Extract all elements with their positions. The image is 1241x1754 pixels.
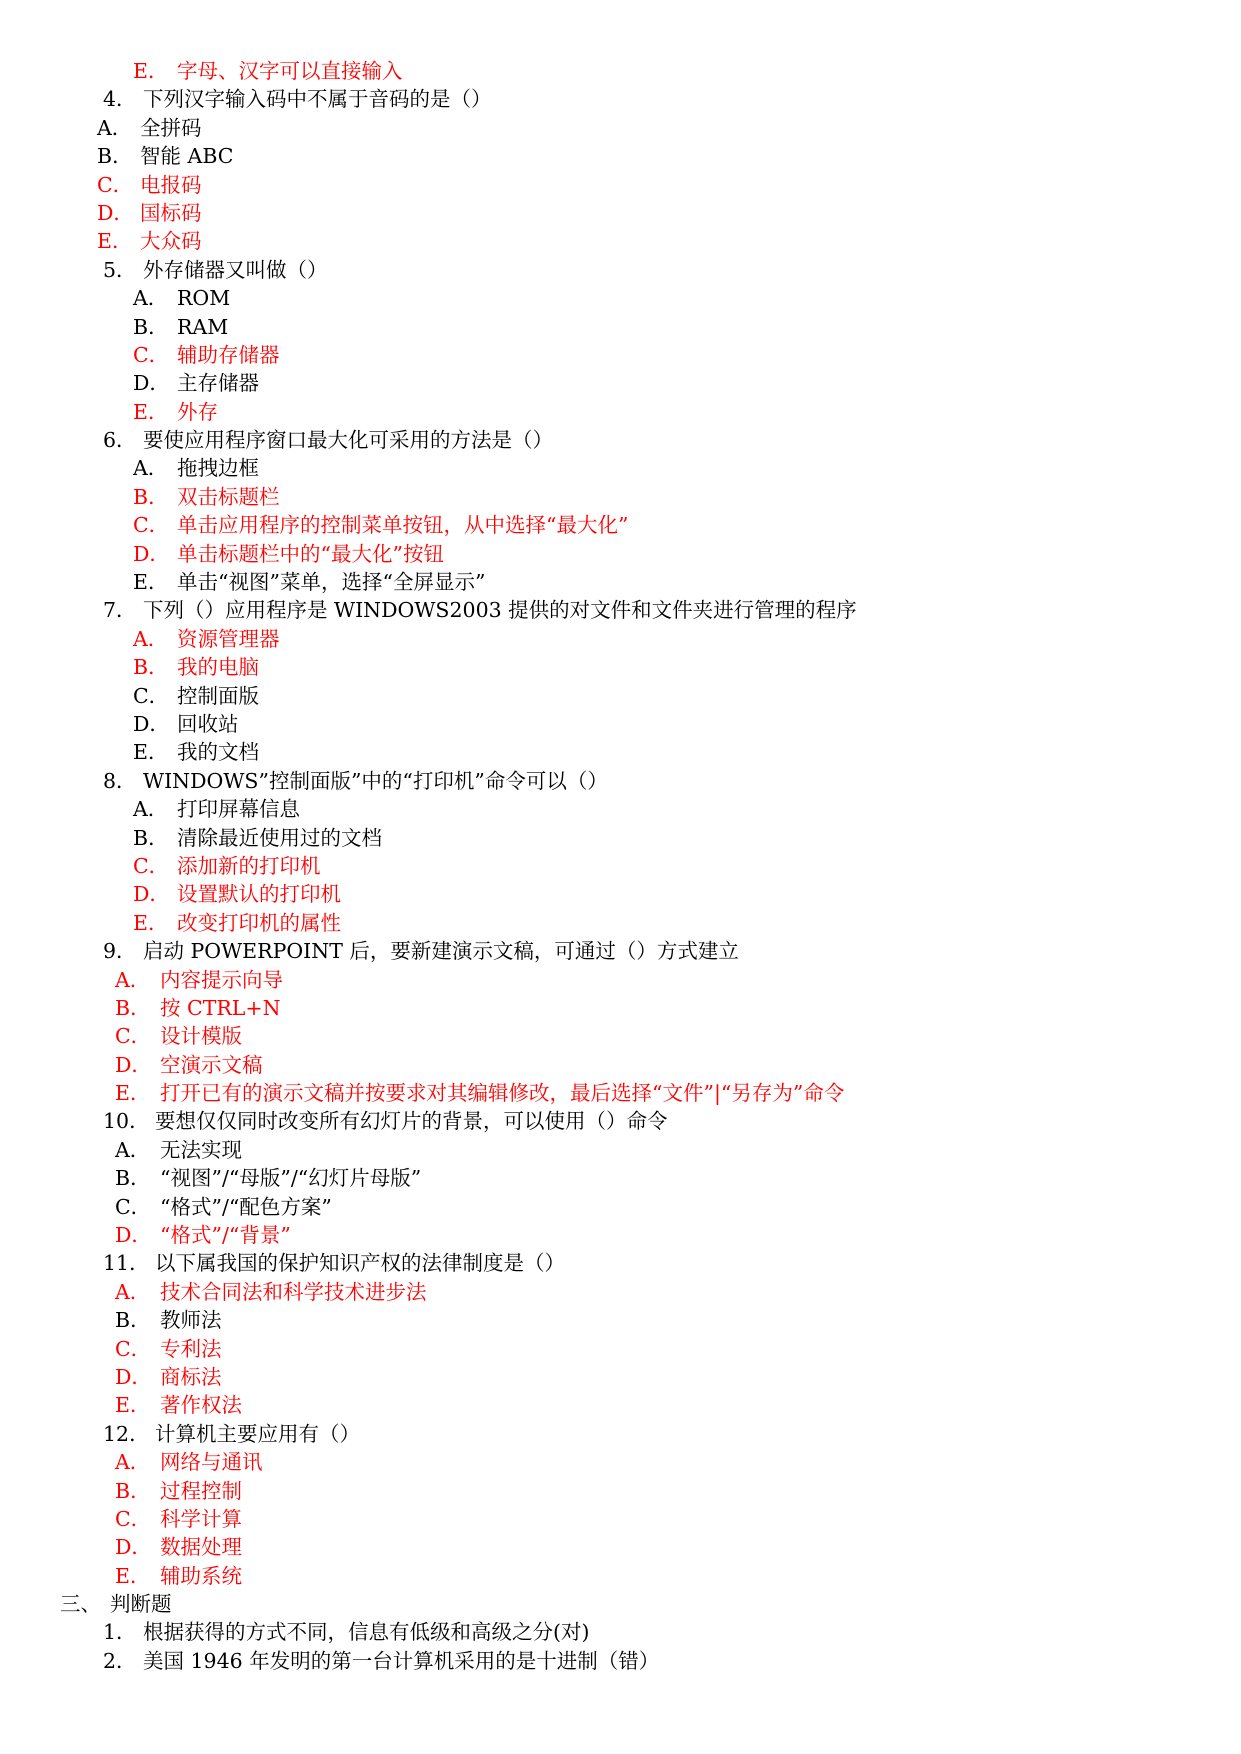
line-text: 单击应用程序的控制菜单按钮，从中选择“最大化”: [177, 513, 629, 538]
question-line: [0, 85, 1241, 113]
line-label: C．: [115, 1194, 152, 1219]
option-line: [0, 710, 1241, 738]
line-text: 资源管理器: [177, 626, 280, 651]
question-line: [0, 1647, 1241, 1675]
option-line: [0, 1164, 1241, 1192]
line-text: “视图”/“母版”/“幻灯片母版”: [160, 1166, 422, 1191]
line-label: 9．: [103, 939, 137, 964]
line-label: C．: [115, 1506, 152, 1531]
line-text: 下列汉字输入码中不属于音码的是（）: [143, 87, 492, 112]
option-line: [0, 1505, 1241, 1533]
option-line: [0, 682, 1241, 710]
option-line: [0, 1136, 1241, 1164]
line-label: 4．: [103, 87, 137, 112]
line-text: 字母、汉字可以直接输入: [177, 59, 403, 83]
line-label: A．: [115, 967, 151, 992]
line-label: D．: [97, 200, 134, 225]
option-line: [0, 1306, 1241, 1334]
line-label: 三、: [60, 1592, 101, 1617]
line-label: E．: [115, 1081, 151, 1106]
line-text: 技术合同法和科学技术进步法: [160, 1279, 427, 1304]
option-line: [0, 284, 1241, 312]
line-label: A．: [97, 115, 133, 140]
line-label: C．: [133, 853, 170, 878]
line-text: 美国 1946 年发明的第一台计算机采用的是十进制（错）: [143, 1648, 660, 1673]
document-page: [0, 57, 1241, 1675]
line-text: 启动 POWERPOINT 后，要新建演示文稿，可通过（）方式建立: [143, 939, 739, 964]
option-line: [0, 1278, 1241, 1306]
option-line: [0, 369, 1241, 397]
line-label: C．: [115, 1336, 152, 1361]
line-label: E．: [115, 1563, 151, 1588]
line-text: 电报码: [140, 172, 202, 197]
line-text: 辅助存储器: [177, 342, 280, 367]
line-label: 11．: [103, 1251, 150, 1276]
line-text: WINDOWS”控制面版”中的“打印机”命令可以（）: [143, 768, 608, 793]
line-text: 设置默认的打印机: [177, 882, 341, 907]
line-text: 判断题: [110, 1592, 172, 1617]
line-text: 国标码: [140, 200, 202, 225]
option-line: [0, 1221, 1241, 1249]
option-line: [0, 1022, 1241, 1050]
line-label: A．: [115, 1450, 151, 1475]
line-label: E．: [115, 1393, 151, 1418]
line-label: 2．: [103, 1648, 137, 1673]
line-label: E．: [133, 740, 169, 765]
line-label: 7．: [103, 598, 137, 623]
option-line: [0, 483, 1241, 511]
line-label: B．: [115, 995, 151, 1020]
line-label: C．: [133, 342, 170, 367]
option-line: [0, 1477, 1241, 1505]
option-line: [0, 454, 1241, 482]
line-text: 教师法: [160, 1308, 222, 1333]
line-label: 8．: [103, 768, 137, 793]
line-label: C．: [97, 172, 134, 197]
line-label: A．: [115, 1279, 151, 1304]
question-line: [0, 937, 1241, 965]
line-text: 内容提示向导: [160, 967, 283, 992]
line-label: 12．: [103, 1421, 150, 1446]
option-line: [0, 142, 1241, 170]
line-text: 我的电脑: [177, 655, 259, 680]
option-line: [0, 1363, 1241, 1391]
line-label: D．: [133, 711, 170, 736]
line-label: B．: [115, 1308, 151, 1333]
line-label: B．: [133, 655, 169, 680]
line-label: E．: [133, 59, 169, 83]
line-label: E．: [97, 229, 133, 254]
option-line: [0, 994, 1241, 1022]
option-line: [0, 966, 1241, 994]
option-line: [0, 171, 1241, 199]
line-text: 拖拽边框: [177, 456, 259, 481]
question-line: [0, 767, 1241, 795]
option-line: [0, 57, 1241, 85]
option-line: [0, 1335, 1241, 1363]
question-line: [0, 426, 1241, 454]
question-line: [0, 1249, 1241, 1277]
line-text: 下列（）应用程序是 WINDOWS2003 提供的对文件和文件夹进行管理的程序: [143, 598, 857, 623]
option-line: [0, 199, 1241, 227]
line-text: 计算机主要应用有（）: [155, 1421, 360, 1446]
option-line: [0, 568, 1241, 596]
line-text: “格式”/“背景”: [160, 1223, 291, 1248]
line-label: B．: [97, 144, 133, 169]
line-label: 10．: [103, 1109, 150, 1134]
line-text: 专利法: [160, 1336, 222, 1361]
question-line: [0, 1618, 1241, 1646]
line-text: 双击标题栏: [177, 484, 280, 509]
question-line: [0, 596, 1241, 624]
line-label: C．: [115, 1024, 152, 1049]
question-line: [0, 1107, 1241, 1135]
line-text: 控制面版: [177, 683, 259, 708]
option-line: [0, 824, 1241, 852]
line-text: 智能 ABC: [140, 144, 234, 169]
line-text: ROM: [177, 286, 231, 311]
line-text: 主存储器: [177, 371, 259, 396]
line-label: C．: [133, 513, 170, 538]
line-text: 打印屏幕信息: [177, 797, 300, 822]
option-line: [0, 313, 1241, 341]
line-text: 改变打印机的属性: [177, 910, 341, 935]
option-line: [0, 738, 1241, 766]
line-text: 以下属我国的保护知识产权的法律制度是（）: [155, 1251, 565, 1276]
line-label: D．: [115, 1052, 152, 1077]
line-label: D．: [133, 882, 170, 907]
section-heading: [0, 1590, 1241, 1618]
line-label: B．: [115, 1478, 151, 1503]
option-line: [0, 795, 1241, 823]
line-text: 清除最近使用过的文档: [177, 825, 382, 850]
line-text: 商标法: [160, 1364, 222, 1389]
line-label: A．: [133, 626, 169, 651]
option-line: [0, 653, 1241, 681]
option-line: [0, 398, 1241, 426]
line-text: 无法实现: [160, 1137, 242, 1162]
line-text: 数据处理: [160, 1535, 242, 1560]
option-line: [0, 1448, 1241, 1476]
line-label: B．: [133, 484, 169, 509]
line-text: 辅助系统: [160, 1563, 242, 1588]
line-text: 过程控制: [160, 1478, 242, 1503]
line-text: 根据获得的方式不同，信息有低级和高级之分(对): [143, 1620, 590, 1645]
line-text: 要使应用程序窗口最大化可采用的方法是（）: [143, 428, 553, 453]
line-text: 按 CTRL+N: [160, 995, 281, 1020]
option-line: [0, 909, 1241, 937]
line-label: 1．: [103, 1620, 137, 1645]
option-line: [0, 1533, 1241, 1561]
line-text: 大众码: [140, 229, 202, 254]
line-label: D．: [115, 1535, 152, 1560]
option-line: [0, 341, 1241, 369]
line-text: 回收站: [177, 711, 239, 736]
line-text: 网络与通讯: [160, 1450, 263, 1475]
line-label: A．: [133, 456, 169, 481]
option-line: [0, 1193, 1241, 1221]
line-label: A．: [133, 797, 169, 822]
line-text: 添加新的打印机: [177, 853, 321, 878]
option-line: [0, 114, 1241, 142]
line-label: B．: [115, 1166, 151, 1191]
line-text: 著作权法: [160, 1393, 242, 1418]
line-label: 6．: [103, 428, 137, 453]
line-text: 空演示文稿: [160, 1052, 263, 1077]
line-label: E．: [133, 399, 169, 424]
line-text: 单击标题栏中的“最大化”按钮: [177, 541, 444, 566]
option-line: [0, 880, 1241, 908]
line-text: 科学计算: [160, 1506, 242, 1531]
line-label: 5．: [103, 257, 137, 282]
line-label: A．: [133, 286, 169, 311]
line-label: D．: [115, 1223, 152, 1248]
line-text: 外存: [177, 399, 218, 424]
line-text: 设计模版: [160, 1024, 242, 1049]
option-line: [0, 1562, 1241, 1590]
line-label: D．: [115, 1364, 152, 1389]
option-line: [0, 852, 1241, 880]
line-text: 要想仅仅同时改变所有幻灯片的背景，可以使用（）命令: [155, 1109, 668, 1134]
option-line: [0, 1079, 1241, 1107]
line-label: D．: [133, 541, 170, 566]
line-label: C．: [133, 683, 170, 708]
option-line: [0, 625, 1241, 653]
line-text: 外存储器又叫做（）: [143, 257, 328, 282]
line-text: “格式”/“配色方案”: [160, 1194, 332, 1219]
line-label: B．: [133, 314, 169, 339]
option-line: [0, 511, 1241, 539]
line-label: A．: [115, 1137, 151, 1162]
line-text: RAM: [177, 314, 229, 339]
line-text: 我的文档: [177, 740, 259, 765]
question-line: [0, 256, 1241, 284]
line-label: E．: [133, 910, 169, 935]
option-line: [0, 227, 1241, 255]
option-line: [0, 1051, 1241, 1079]
line-label: E．: [133, 570, 169, 595]
line-label: B．: [133, 825, 169, 850]
option-line: [0, 1391, 1241, 1419]
line-text: 打开已有的演示文稿并按要求对其编辑修改，最后选择“文件”|“另存为”命令: [160, 1081, 845, 1106]
line-label: D．: [133, 371, 170, 396]
line-text: 单击“视图”菜单，选择“全屏显示”: [177, 570, 486, 595]
question-line: [0, 1420, 1241, 1448]
option-line: [0, 540, 1241, 568]
line-text: 全拼码: [140, 115, 202, 140]
